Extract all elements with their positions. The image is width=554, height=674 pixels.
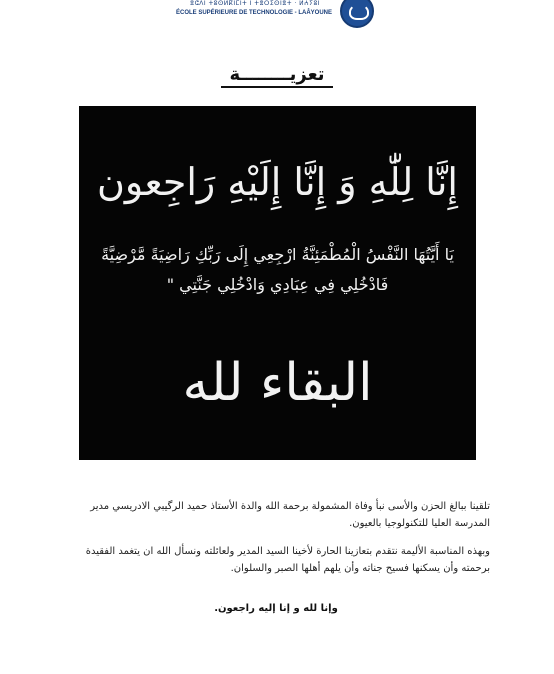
school-name-french: ÉCOLE SUPÉRIEURE DE TECHNOLOGIE - LAÂYOUNE xyxy=(176,10,333,16)
school-name-tifinagh: ⴻⵛⴷⵏ ⵜⵓⵙⵍⴽⵏⵎⵏⵜ ⵏ ⵜⴻⵔⵉⵙⵏⴻⵜ · ⵍⵄⵢⵓⵏ xyxy=(190,0,321,7)
school-logo xyxy=(340,0,374,28)
condolence-title: تعزيــــــــة xyxy=(221,64,332,88)
banner-quran-line-2: فَادْخُلِي فِي عِبَادِي وَادْخُلِي جَنَّتِي " xyxy=(166,275,389,294)
banner-verse-line: إِنَّا لِلّٰهِ وَ إِنَّا إِلَيْهِ رَاجِعون xyxy=(97,160,458,204)
document-header xyxy=(0,0,554,30)
condolence-paragraph-2: وبهذه المناسبة الأليمة نتقدم بتعازينا الحارة لأخينا السيد المدير ولعائلته ونسأل الله ان يتغمد الفقيدة برحمته وأن يسكنها فسيح جناته وأن يلهم أهلها الصبر والسلوان. xyxy=(85,546,490,574)
page-title xyxy=(0,64,554,88)
closing-phrase: وإنا لله و إنا إليه راجعون. xyxy=(214,603,338,614)
banner-albaqaa-lillah: البقاء لله xyxy=(182,353,373,413)
banner-quran-line-1: يَا أَيَّتُهَا النَّفْسُ الْمُطْمَئِنَّةُ ارْجِعِي إِلَى رَبِّكِ رَاضِيَةً مَّرْضِيَّةً xyxy=(101,245,454,264)
condolence-banner-image xyxy=(79,106,476,460)
condolence-paragraph-1: تلقينا ببالغ الحزن والأسى نبأ وفاة المشمولة برحمة الله والدة الأستاذ حميد الرگيبي الادريسي مدير المدرسة العليا للتكنولوجيا بالعيون. xyxy=(90,501,490,529)
